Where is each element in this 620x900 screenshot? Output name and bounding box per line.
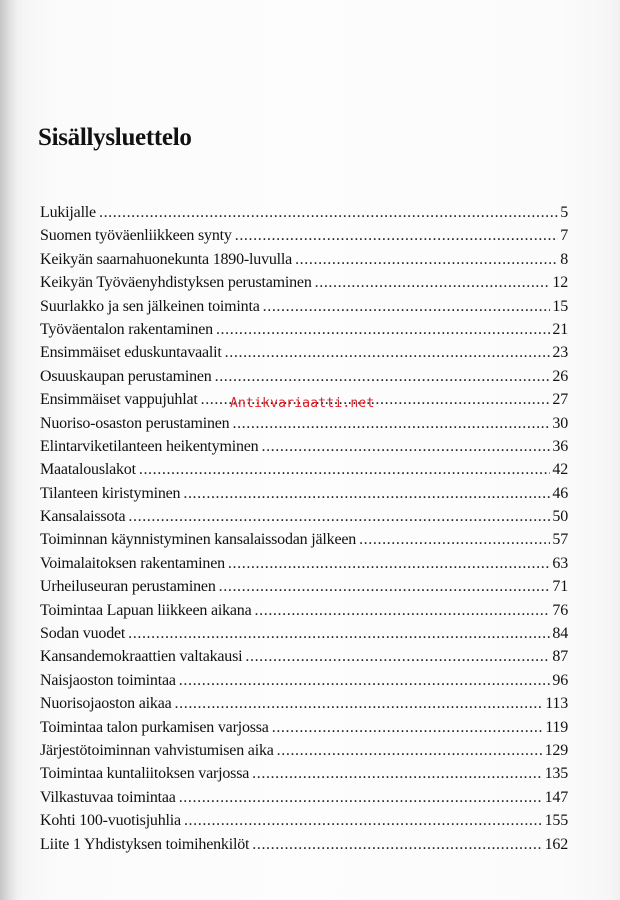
toc-entry-page-number: 23 bbox=[552, 344, 568, 362]
toc-entry bbox=[40, 552, 568, 575]
toc-entry-title: Lukijalle bbox=[40, 204, 96, 221]
toc-entry bbox=[40, 599, 568, 622]
toc-entry-page-number: 87 bbox=[552, 648, 568, 666]
toc-dot-leader bbox=[255, 599, 551, 622]
toc-entry bbox=[40, 786, 568, 809]
toc-entry-page-number: 119 bbox=[545, 718, 568, 736]
toc-entry-title: Järjestötoiminnan vahvistumisen aika bbox=[40, 741, 274, 759]
table-of-contents bbox=[40, 201, 568, 856]
toc-entry-page-number: 5 bbox=[560, 204, 568, 221]
toc-entry-page-number: 50 bbox=[552, 508, 568, 526]
toc-dot-leader bbox=[235, 224, 558, 247]
toc-dot-leader bbox=[219, 575, 551, 598]
toc-entry bbox=[40, 224, 568, 247]
toc-entry-title: Kohti 100-vuotisjuhlia bbox=[40, 812, 181, 830]
toc-entry bbox=[40, 271, 568, 294]
toc-entry bbox=[40, 739, 568, 762]
toc-entry-title: Keikyän Työväenyhdistyksen perustaminen bbox=[40, 274, 312, 292]
toc-entry-title: Toimintaa Lapuan liikkeen aikana bbox=[40, 601, 252, 619]
toc-entry-title: Vilkastuvaa toimintaa bbox=[40, 788, 176, 806]
toc-entry bbox=[40, 575, 568, 598]
toc-dot-leader bbox=[295, 248, 558, 271]
toc-entry-page-number: 84 bbox=[552, 625, 568, 643]
toc-entry-page-number: 8 bbox=[560, 250, 568, 268]
toc-entry bbox=[40, 341, 568, 364]
toc-entry-page-number: 71 bbox=[552, 578, 568, 596]
toc-entry-title: Sodan vuodet bbox=[40, 625, 126, 643]
toc-dot-leader bbox=[261, 435, 550, 458]
toc-entry-title: Ensimmäiset eduskuntavaalit bbox=[40, 344, 222, 362]
toc-entry-title: Nuorisojaoston aikaa bbox=[40, 695, 172, 713]
toc-entry-page-number: 147 bbox=[544, 788, 568, 806]
toc-entry bbox=[40, 645, 568, 668]
toc-entry-title: Voimalaitoksen rakentaminen bbox=[40, 554, 225, 572]
toc-entry-title: Osuuskaupan perustaminen bbox=[40, 367, 212, 385]
toc-entry bbox=[40, 716, 568, 739]
toc-entry-title: Toimintaa talon purkamisen varjossa bbox=[40, 718, 269, 736]
toc-dot-leader bbox=[225, 341, 551, 364]
toc-entry bbox=[40, 412, 568, 435]
toc-entry-title: Suomen työväenliikkeen synty bbox=[40, 227, 232, 245]
toc-entry-title: Työväentalon rakentaminen bbox=[40, 320, 213, 338]
toc-entry-page-number: 129 bbox=[544, 741, 568, 759]
toc-entry-title: Liite 1 Yhdistyksen toimihenkilöt bbox=[40, 835, 250, 853]
toc-entry-title: Elintarviketilanteen heikentyminen bbox=[40, 437, 259, 455]
toc-entry bbox=[40, 528, 568, 551]
toc-entry-title: Toiminnan käynnistyminen kansalaissodan jälkeen bbox=[40, 531, 357, 549]
toc-dot-leader bbox=[139, 458, 551, 481]
toc-entry-title: Maatalouslakot bbox=[40, 461, 136, 479]
spine-shadow bbox=[0, 0, 18, 900]
toc-dot-leader bbox=[99, 201, 558, 224]
toc-entry-page-number: 63 bbox=[552, 554, 568, 572]
toc-entry-title: Keikyän saarnahuonekunta 1890-luvulla bbox=[40, 250, 293, 268]
toc-entry-title: Nuoriso-osaston perustaminen bbox=[40, 414, 230, 432]
toc-entry bbox=[40, 505, 568, 528]
toc-entry-title: Suurlakko ja sen jälkeinen toiminta bbox=[40, 297, 260, 315]
toc-entry-page-number: 7 bbox=[560, 227, 568, 245]
toc-dot-leader bbox=[128, 622, 550, 645]
toc-entry bbox=[40, 809, 568, 832]
toc-entry-title: Naisjaoston toimintaa bbox=[40, 671, 176, 689]
toc-entry-page-number: 36 bbox=[552, 437, 568, 455]
toc-entry bbox=[40, 458, 568, 481]
toc-entry bbox=[40, 365, 568, 388]
toc-dot-leader bbox=[277, 739, 543, 762]
toc-entry-page-number: 27 bbox=[552, 391, 568, 409]
toc-entry-title: Tilanteen kiristyminen bbox=[40, 484, 181, 502]
toc-entry-page-number: 21 bbox=[552, 320, 568, 338]
toc-entry bbox=[40, 669, 568, 692]
toc-entry-page-number: 30 bbox=[552, 414, 568, 432]
toc-entry bbox=[40, 295, 568, 318]
toc-dot-leader bbox=[232, 412, 550, 435]
toc-entry-title: Kansalaissota bbox=[40, 508, 126, 526]
toc-entry bbox=[40, 833, 568, 856]
toc-dot-leader bbox=[216, 318, 550, 341]
toc-entry bbox=[40, 435, 568, 458]
toc-dot-leader bbox=[315, 271, 551, 294]
toc-entry-title: Ensimmäiset vappujuhlat bbox=[40, 391, 198, 409]
toc-entry bbox=[40, 692, 568, 715]
toc-entry-title: Toimintaa kuntaliitoksen varjossa bbox=[40, 765, 250, 783]
toc-entry-page-number: 155 bbox=[544, 812, 568, 830]
toc-entry-page-number: 12 bbox=[552, 274, 568, 292]
toc-dot-leader bbox=[272, 716, 543, 739]
toc-dot-leader bbox=[252, 762, 542, 785]
toc-dot-leader bbox=[359, 528, 550, 551]
toc-entry bbox=[40, 318, 568, 341]
toc-dot-leader bbox=[179, 669, 551, 692]
toc-dot-leader bbox=[128, 505, 550, 528]
page-title: Sisällysluettelo bbox=[38, 124, 192, 151]
toc-entry bbox=[40, 762, 568, 785]
toc-dot-leader bbox=[252, 833, 542, 856]
toc-entry-title: Urheiluseuran perustaminen bbox=[40, 578, 216, 596]
toc-entry-page-number: 15 bbox=[552, 297, 568, 315]
toc-dot-leader bbox=[179, 786, 543, 809]
toc-entry-page-number: 42 bbox=[552, 461, 568, 479]
toc-entry bbox=[40, 248, 568, 271]
toc-entry-page-number: 96 bbox=[552, 671, 568, 689]
toc-dot-leader bbox=[228, 552, 550, 575]
toc-entry-page-number: 162 bbox=[544, 835, 568, 853]
toc-entry bbox=[40, 201, 568, 224]
toc-dot-leader bbox=[215, 365, 551, 388]
toc-entry-page-number: 135 bbox=[544, 765, 568, 783]
toc-dot-leader bbox=[184, 809, 543, 832]
toc-dot-leader bbox=[183, 482, 550, 505]
toc-entry bbox=[40, 482, 568, 505]
toc-entry bbox=[40, 622, 568, 645]
toc-entry-title: Kansandemokraattien valtakausi bbox=[40, 648, 243, 666]
toc-dot-leader bbox=[245, 645, 550, 668]
toc-entry-page-number: 57 bbox=[552, 531, 568, 549]
toc-dot-leader bbox=[263, 295, 551, 318]
watermark-text: Antikvariaatti.net bbox=[230, 396, 375, 411]
toc-dot-leader bbox=[175, 692, 544, 715]
toc-entry-page-number: 113 bbox=[545, 695, 568, 713]
toc-entry-page-number: 46 bbox=[552, 484, 568, 502]
toc-entry-page-number: 76 bbox=[552, 601, 568, 619]
toc-entry-page-number: 26 bbox=[552, 367, 568, 385]
